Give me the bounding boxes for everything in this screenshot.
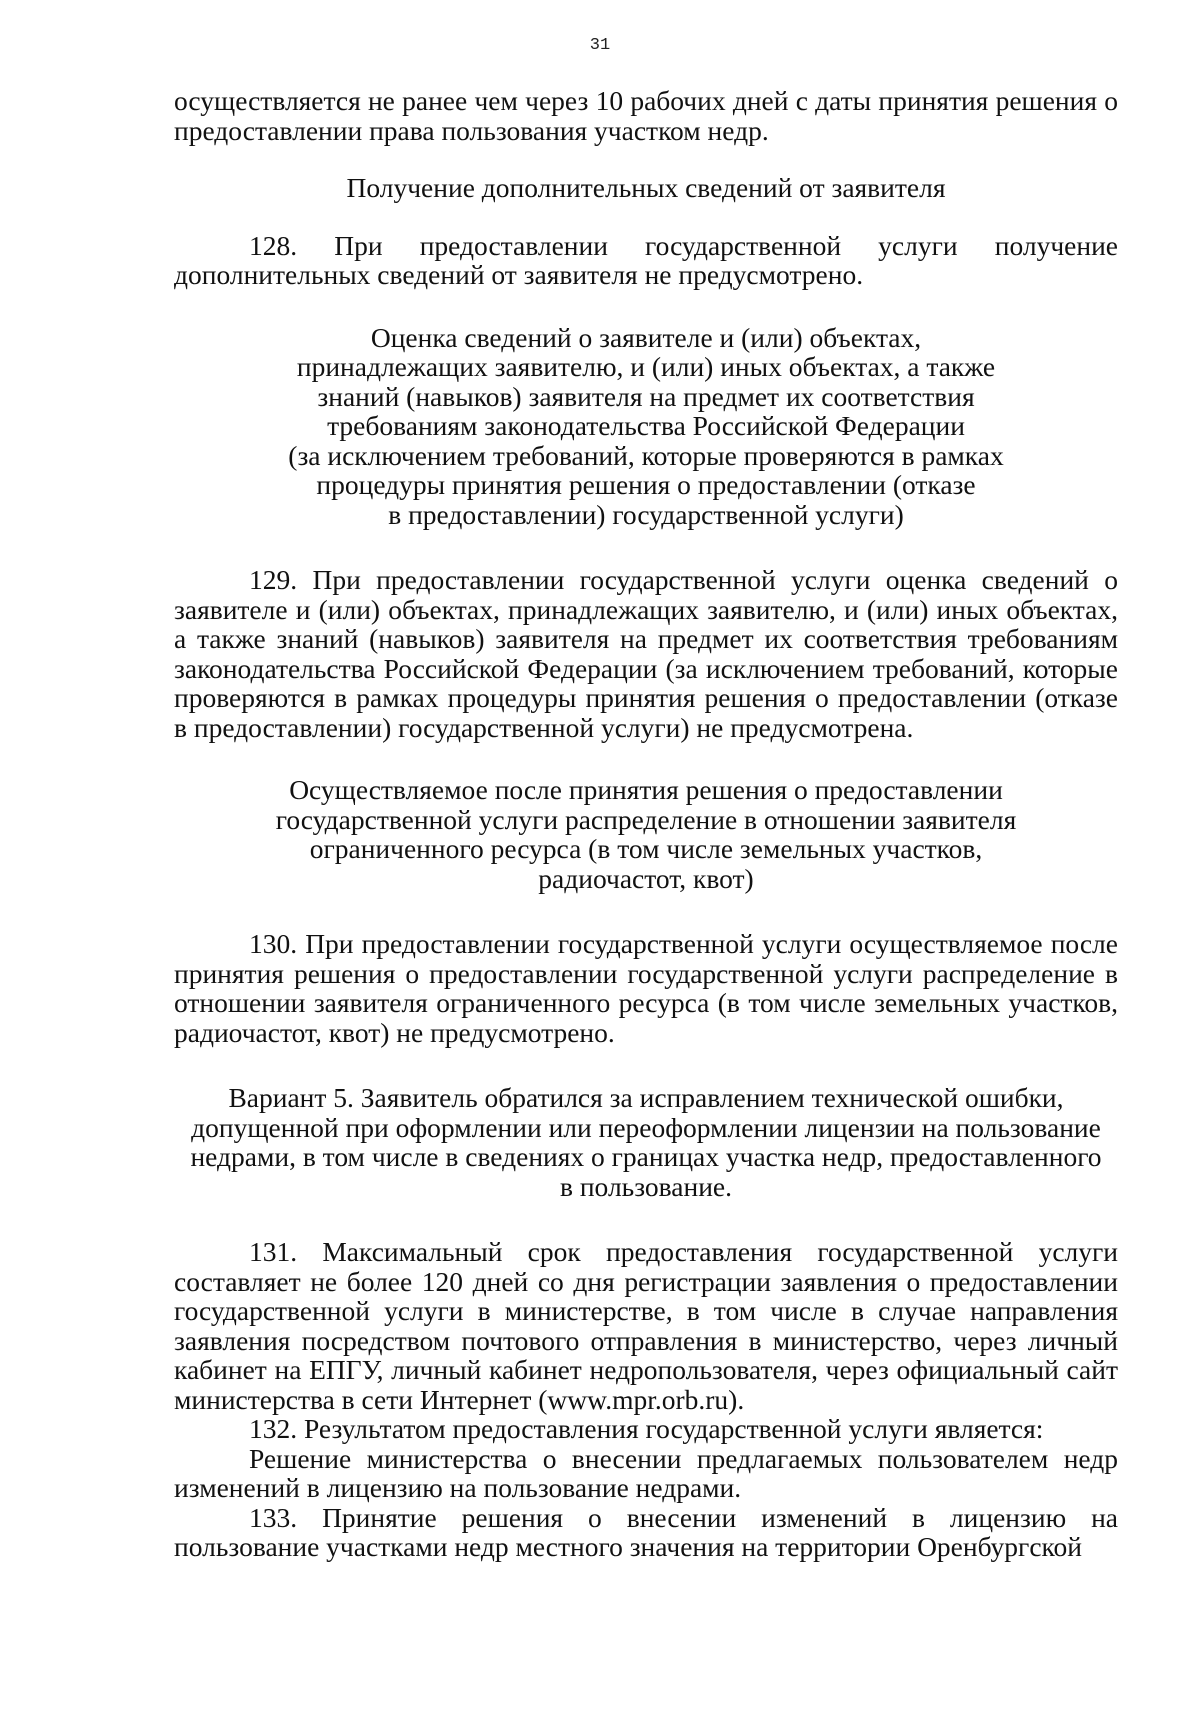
document-body: [174, 86, 1118, 1562]
heading-line: требованиям законодательства Российской Федерации: [327, 410, 965, 441]
heading-line: Оценка сведений о заявителе и (или) объектах,: [370, 321, 922, 353]
section-heading-assessment: [174, 323, 1118, 530]
heading-line: принадлежащих заявителю, и (или) иных объектах, а также: [296, 351, 996, 382]
section-heading-variant-5: [174, 1083, 1118, 1201]
heading-line: процедуры принятия решения о предоставлении (отказе: [316, 469, 976, 500]
paragraph-129: 129. При предоставлении государственной услуги оценка сведений о заявителе и (или) объектах, принадлежащих заявителю, и (или) иных объектах, а также знаний (навыков) заявителя на предмет их соответствия требованиям законодательства Российской Федерации (за исключением требований, которые проверяются в рамках процедуры принятия решения о предоставлении (отказе в предоставлении) государственной услуги) не предусмотрена.: [174, 564, 1118, 743]
paragraph-continuation: осуществляется не ранее чем через 10 рабочих дней с даты принятия решения о предоставлении права пользования участком недр.: [174, 85, 1118, 146]
paragraph-132-result: Решение министерства о внесении предлагаемых пользователем недр изменений в лицензию на пользование недрами.: [174, 1442, 1118, 1503]
heading-line: государственной услуги распределение в отношении заявителя: [275, 803, 1017, 835]
heading-line: недрами, в том числе в сведениях о границах участка недр, предоставленного: [190, 1141, 1102, 1172]
page-number: 31: [589, 36, 611, 55]
heading-line: допущенной при оформлении или переоформлении лицензии на пользование: [191, 1111, 1101, 1143]
paragraph-132: 132. Результатом предоставления государственной услуги является:: [249, 1413, 1044, 1444]
paragraph-133: 133. Принятие решения о внесении изменений в лицензию на пользование участками недр местного значения на территории Оренбургской: [174, 1501, 1118, 1562]
paragraph-128: 128. При предоставлении государственной услуги получение дополнительных сведений от заявителя не предусмотрено.: [174, 229, 1118, 290]
section-heading-resource-distribution: [174, 775, 1118, 893]
heading-line: в предоставлении) государственной услуги): [388, 498, 904, 530]
heading-line: знаний (навыков) заявителя на предмет их соответствия: [317, 380, 975, 412]
heading-line: Получение дополнительных сведений от заявителя: [346, 172, 946, 203]
heading-line: в пользование.: [559, 1170, 733, 1202]
heading-line: (за исключением требований, которые проверяются в рамках: [288, 439, 1004, 471]
paragraph-131: 131. Максимальный срок предоставления государственной услуги составляет не более 120 дней со дня регистрации заявления о предоставлении государственной услуги в министерстве, в том числе в случае направления заявления посредством почтового отправления в министерство, через личный кабинет на ЕПГУ, личный кабинет недропользователя, через официальный сайт министерства в сети Интернет (www.mpr.orb.ru).: [174, 1236, 1118, 1415]
heading-line: Осуществляемое после принятия решения о предоставлении: [289, 774, 1003, 805]
section-heading-additional-info: [174, 173, 1118, 203]
paragraph-130: 130. При предоставлении государственной услуги осуществляемое после принятия решения о предоставлении государственной услуги распределение в отношении заявителя ограниченного ресурса (в том числе земельных участков, радиочастот, квот) не предусмотрено.: [174, 928, 1118, 1048]
heading-line: радиочастот, квот): [538, 862, 754, 894]
heading-line: Вариант 5. Заявитель обратился за исправлением технической ошибки,: [228, 1082, 1064, 1113]
heading-line: ограниченного ресурса (в том числе земельных участков,: [309, 833, 983, 864]
